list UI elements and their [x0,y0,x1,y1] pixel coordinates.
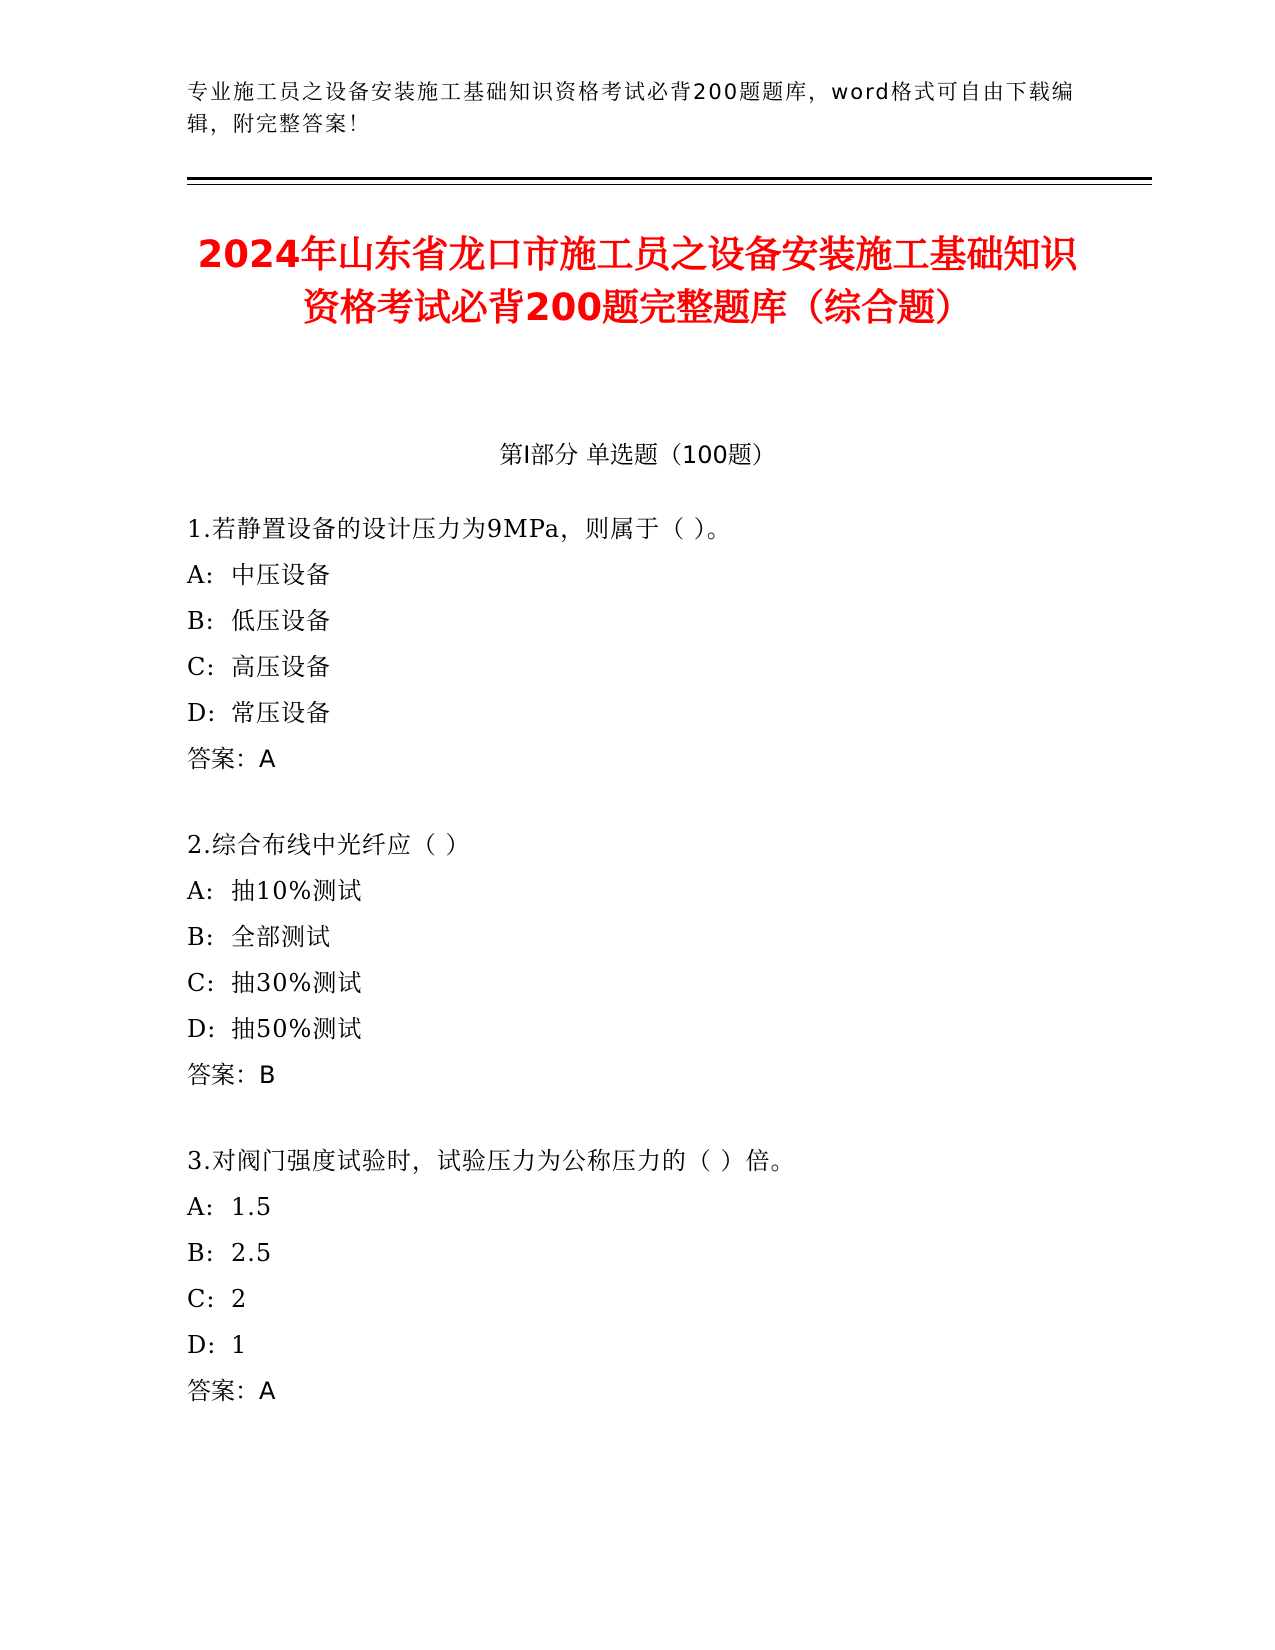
option-text: 全部测试 [231,923,331,951]
option-text: 抽10%测试 [231,877,363,905]
option-key: D: [187,1331,217,1359]
option-key: C: [187,969,216,997]
header-divider-thin [187,184,1152,185]
document-title: 2024年山东省龙口市施工员之设备安装施工基础知识资格考试必背200题完整题库（综合题） [197,233,1078,329]
option-key: A: [187,561,215,589]
header-note: 专业施工员之设备安装施工基础知识资格考试必背200题题库，word格式可自由下载编辑，附完整答案！ [187,80,1075,136]
question-stem: 3.对阀门强度试验时，试验压力为公称压力的（ ）倍。 [187,1147,796,1175]
option-text: 中压设备 [231,561,331,589]
option-d [187,1006,1137,1052]
option-key: A: [187,877,215,905]
option-text: 1 [231,1331,248,1359]
option-key: C: [187,653,216,681]
option-text: 高压设备 [231,653,331,681]
option-text: 1.5 [231,1193,273,1221]
option-c [187,644,1137,690]
question-1 [187,506,1137,782]
option-key: C: [187,1285,216,1313]
option-key: A: [187,1193,215,1221]
option-b [187,598,1137,644]
option-text: 2.5 [231,1239,273,1267]
option-d [187,1322,1137,1368]
option-text: 2 [231,1285,248,1313]
option-c [187,1276,1137,1322]
option-b [187,1230,1137,1276]
header-divider-thick [187,177,1152,180]
answer: 答案：A [187,1377,276,1405]
section-heading: 第Ⅰ部分 单选题（100题） [499,441,776,469]
option-a [187,868,1137,914]
option-key: B: [187,607,215,635]
option-d [187,690,1137,736]
option-a [187,552,1137,598]
option-c [187,960,1137,1006]
question-3 [187,1138,1137,1414]
option-text: 低压设备 [231,607,331,635]
question-stem: 2.综合布线中光纤应（ ） [187,831,471,859]
question-2 [187,822,1137,1098]
option-b [187,914,1137,960]
answer: 答案：A [187,745,276,773]
question-stem: 1.若静置设备的设计压力为9MPa，则属于（ ）。 [187,515,732,543]
answer: 答案：B [187,1061,276,1089]
option-key: B: [187,1239,215,1267]
option-key: B: [187,923,215,951]
option-key: D: [187,699,217,727]
option-a [187,1184,1137,1230]
option-text: 抽50%测试 [231,1015,363,1043]
option-text: 常压设备 [231,699,331,727]
option-text: 抽30%测试 [231,969,363,997]
option-key: D: [187,1015,217,1043]
